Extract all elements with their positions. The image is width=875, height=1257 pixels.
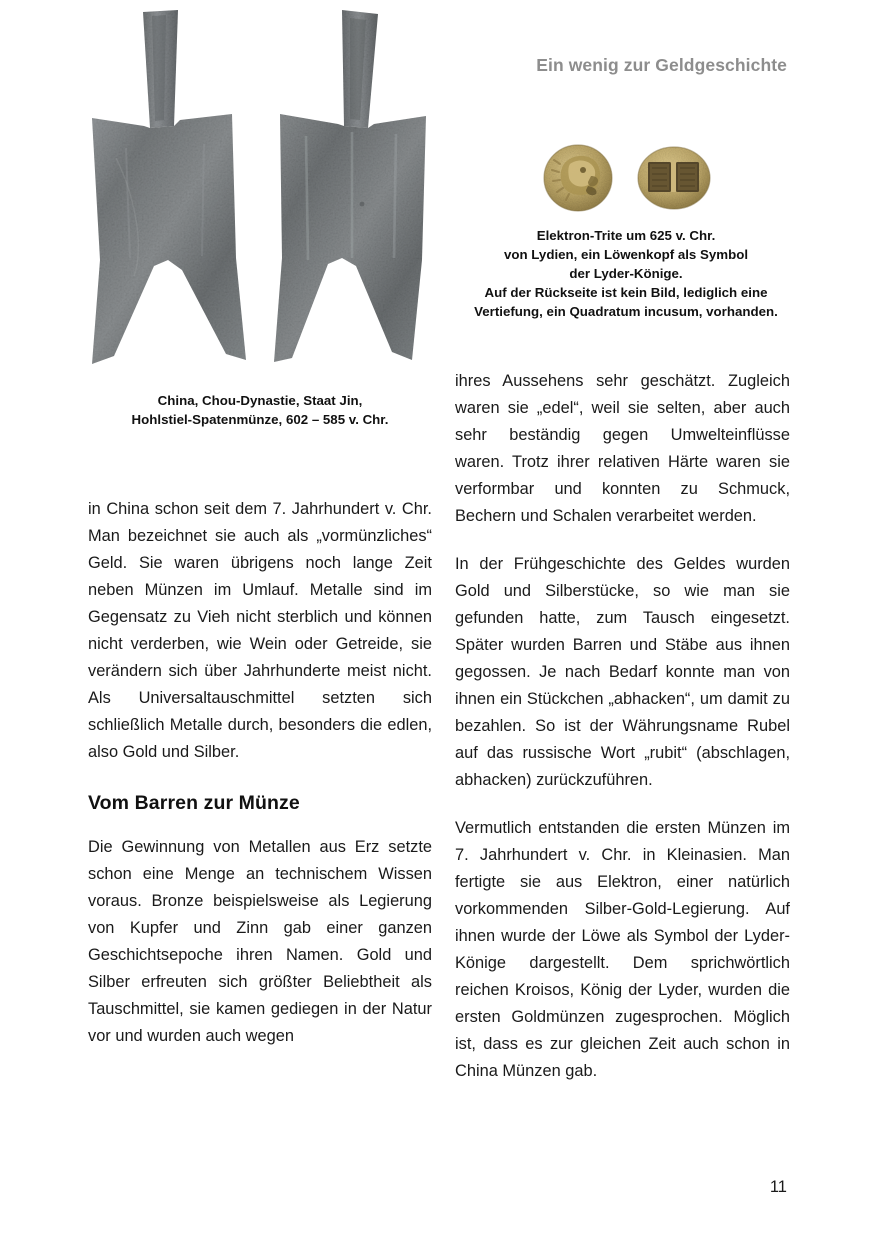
electrum-obverse-lion-image — [536, 138, 620, 218]
section-subheading: Vom Barren zur Münze — [88, 791, 300, 814]
electrum-reverse-incuse-image — [632, 138, 716, 218]
caption-line: der Lyder-Könige. — [569, 265, 683, 281]
spade-coin-pair — [84, 8, 436, 380]
caption-line: Hohlstiel-Spatenmünze, 602 – 585 v. Chr. — [131, 411, 389, 427]
caption-line: Elektron-Trite um 625 v. Chr. — [536, 228, 716, 243]
caption-spade-coins — [84, 392, 436, 430]
paragraph: Die Gewinnung von Metallen aus Erz setzte schon eine Menge an technischem Wissen voraus. Bronze beispielsweise als Legierung von Kupfer und Zinn gab einer ganzen Geschichtsepoche ihren Namen. Gold und Silber erfreuten sich größter Beliebtheit als Tauschmittel, sie kamen gediegen in der Natur vor und wurden auch wegen — [88, 837, 432, 1045]
caption-line: Auf der Rückseite ist kein Bild, lediglich eine — [484, 284, 768, 300]
caption-line: Vertiefung, ein Quadratum incusum, vorhanden. — [474, 303, 778, 319]
body-column-left — [88, 496, 432, 1050]
caption-electrum-coin — [448, 227, 804, 321]
paragraph: ihres Aussehens sehr geschätzt. Zugleich waren sie „edel“, weil sie selten, aber auch sehr beständig gegen Umwelteinflüsse waren. Trotz ihrer relativen Härte waren sie verformbar und konnten zu Schmuck, Bechern und Schalen verarbeitet werden. — [455, 372, 790, 525]
caption-line: China, Chou-Dynastie, Staat Jin, — [157, 393, 363, 408]
body-column-right — [455, 368, 790, 1085]
page-number: 11 — [769, 1178, 787, 1196]
caption-line: von Lydien, ein Löwenkopf als Symbol — [503, 246, 749, 262]
spade-coin-obverse-image — [86, 8, 252, 380]
paragraph: Vermutlich entstanden die ersten Münzen im 7. Jahrhundert v. Chr. in Kleinasien. Man fertigte sie aus Elektron, einer natürlich vorkommenden Silber-Gold-Legierung. Auf ihnen wurde der Löwe als Symbol der Lyder-Könige dargestellt. Dem sprichwörtlich reichen Kroisos, König der Lyder, wurden die ersten Goldmünzen zugesprochen. Möglich ist, dass es zur gleichen Zeit auch schon in China Münzen gab. — [455, 818, 790, 1080]
figure-spade-coins — [84, 8, 436, 380]
paragraph: in China schon seit dem 7. Jahrhundert v. Chr. Man bezeichnet sie auch als „vormünzliches“ Geld. Sie waren übrigens noch lange Zeit neben Münzen im Umlauf. Metalle sind im Gegensatz zu Vieh nicht sterblich und können nicht verderben, wie Wein oder Getreide, sie verändern sich über Jahrhunderte meist nicht. Als Universaltauschmittel setzten sich schließlich Metalle durch, besonders die edlen, also Gold und Silber. — [88, 500, 432, 761]
figure-electrum-coin — [528, 138, 723, 220]
paragraph: In der Frühgeschichte des Geldes wurden Gold und Silberstücke, so wie man sie gefunden hatte, zum Tausch eingesetzt. Später wurden Barren und Stäbe aus ihnen gegossen. Je nach Bedarf konnte man von ihnen ein Stückchen „abhacken“, um damit zu bezahlen. So ist der Währungsname Rubel auf das russische Wort „rubit“ (abschlagen, abhacken) zurückzuführen. — [455, 554, 790, 789]
spade-coin-reverse-image — [270, 8, 436, 380]
running-head: Ein wenig zur Geldgeschichte — [536, 55, 787, 75]
